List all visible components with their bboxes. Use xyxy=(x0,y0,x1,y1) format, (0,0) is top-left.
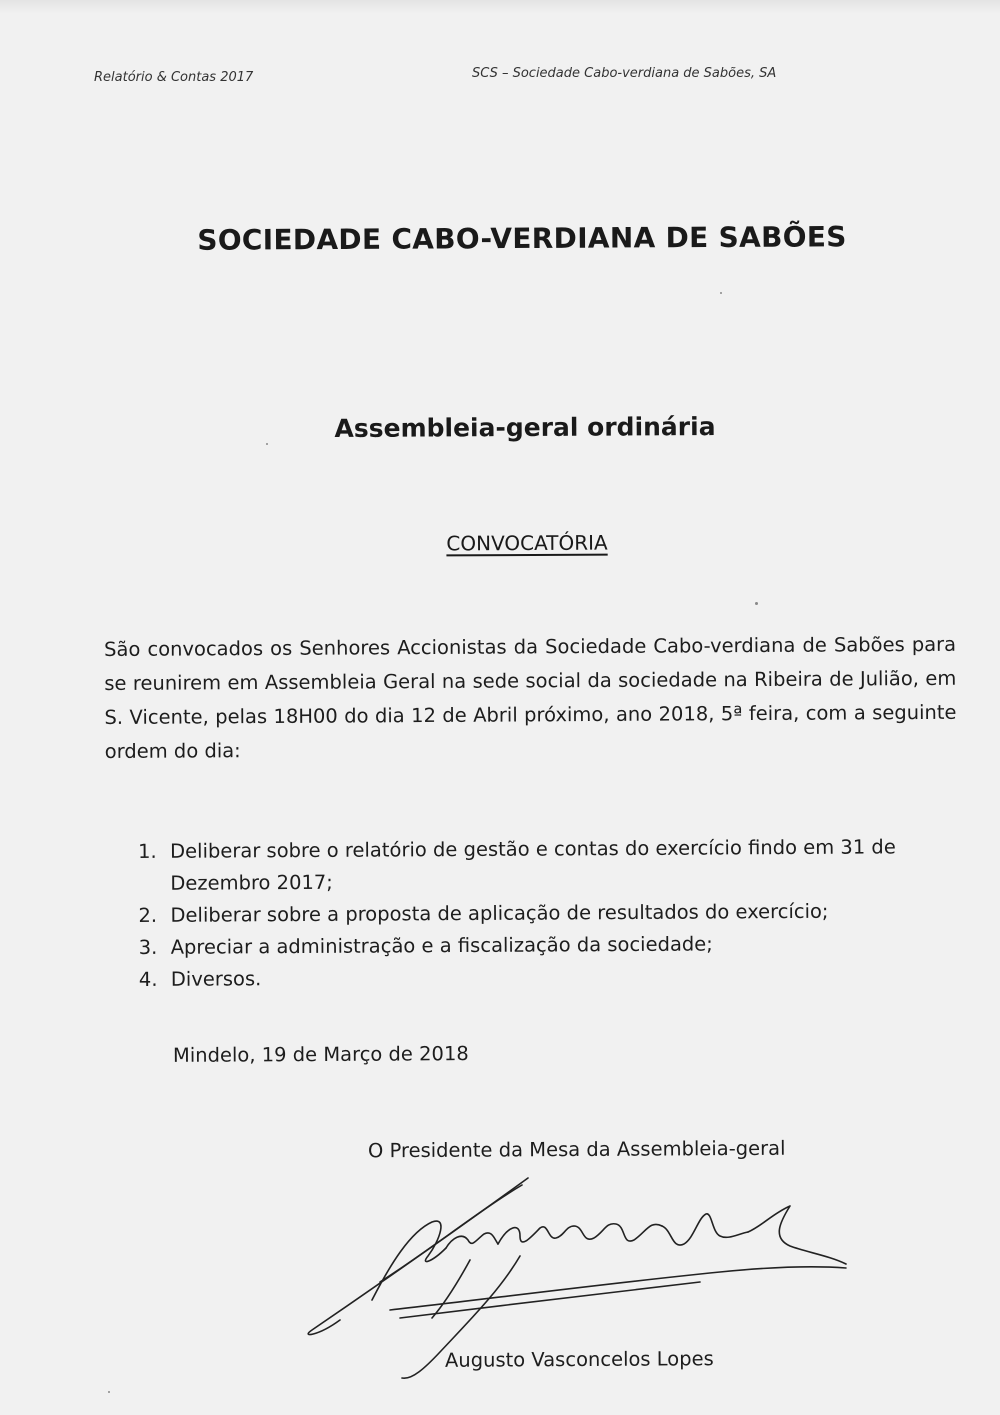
scan-speck xyxy=(755,602,758,605)
notice-title: CONVOCATÓRIA xyxy=(446,530,608,556)
agenda-item-text: Apreciar a administração e a fiscalização da sociedade; xyxy=(170,932,713,959)
agenda-item xyxy=(138,895,956,932)
convocation-paragraph: São convocados os Senhores Accionistas da Sociedade Cabo-verdiana de Sabões para se reunirem em Assembleia Geral na sede social da sociedade na Ribeira de Julião, em S. Vicente, pelas 18H00 do dia 12 de Abril próximo, ano 2018, 5ª feira, com a seguinte ordem do dia: xyxy=(104,632,957,763)
scan-speck xyxy=(720,292,722,294)
agenda-item-number: 4. xyxy=(138,967,158,991)
agenda-item-text: Diversos. xyxy=(170,967,262,991)
agenda-item-text: Deliberar sobre o relatório de gestão e contas do exercício findo em 31 de xyxy=(170,835,896,863)
header-company-name: SCS – Sociedade Cabo-verdiana de Sabões, SA xyxy=(472,66,777,81)
place-and-date: Mindelo, 19 de Março de 2018 xyxy=(172,1042,469,1067)
signatory-name: Augusto Vasconcelos Lopes xyxy=(444,1347,714,1372)
agenda-item-text: Deliberar sobre a proposta de aplicação de resultados do exercício; xyxy=(170,899,829,927)
agenda-item xyxy=(139,927,957,964)
meeting-title: Assembleia-geral ordinária xyxy=(334,412,716,443)
agenda-item-continuation xyxy=(138,863,956,900)
agenda-item-text-continued: Dezembro 2017; xyxy=(170,870,333,895)
header-report-title: Relatório & Contas 2017 xyxy=(94,70,254,85)
signatory-role: O Presidente da Mesa da Assembleia-geral xyxy=(367,1136,786,1163)
scan-speck xyxy=(108,1391,110,1393)
agenda-item xyxy=(138,831,956,868)
agenda-item-number: 2. xyxy=(138,903,158,927)
agenda-item-number: 1. xyxy=(138,839,157,863)
agenda-item-number: 3. xyxy=(138,935,158,959)
company-title: SOCIEDADE CABO-VERDIANA DE SABÕES xyxy=(197,220,847,257)
agenda-list xyxy=(138,831,957,996)
scan-speck xyxy=(266,443,268,445)
agenda-item xyxy=(139,959,957,996)
scan-edge xyxy=(0,0,1000,14)
